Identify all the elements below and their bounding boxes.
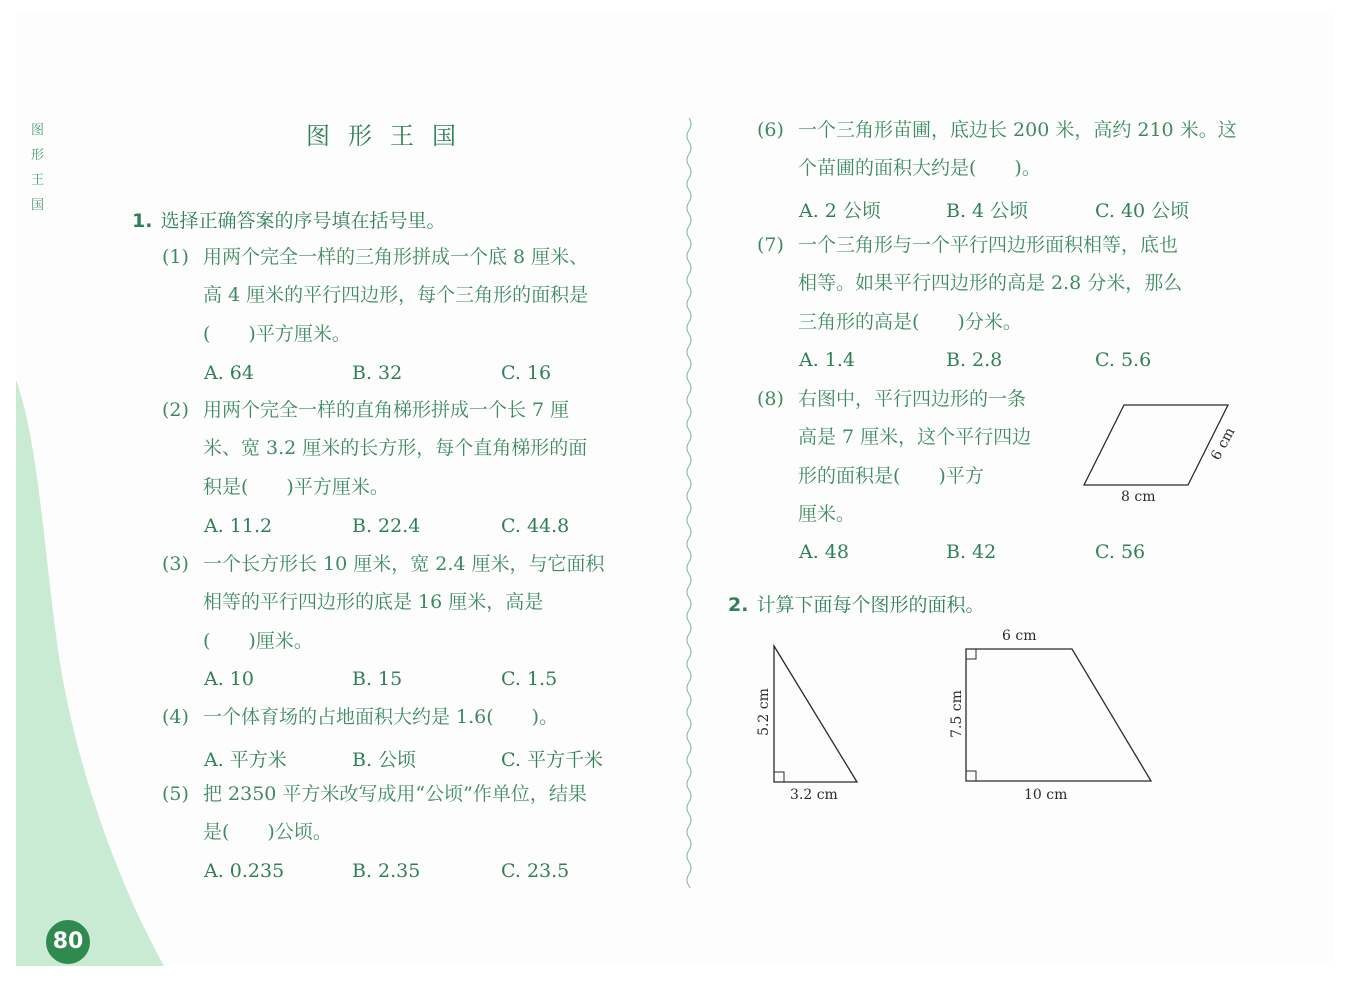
question-item — [757, 226, 1182, 341]
column-divider — [684, 118, 694, 888]
answer-option[interactable]: B. 2.8 — [946, 349, 1003, 371]
page-title: 图形王国 — [306, 122, 474, 150]
answer-option[interactable]: A. 10 — [204, 668, 254, 690]
question-item-line: 是( )公顷。 — [203, 821, 332, 844]
question-item-first-line — [162, 698, 558, 736]
answer-option[interactable]: B. 公顷 — [352, 749, 417, 771]
answer-option[interactable]: C. 5.6 — [1095, 349, 1152, 371]
answer-option[interactable]: C. 23.5 — [501, 860, 570, 882]
question-item — [162, 391, 587, 506]
question-2-number: 2. — [728, 594, 749, 616]
question-item-first-line — [162, 391, 587, 429]
question-item-text: 右图中，平行四边形的一条 — [798, 388, 1027, 410]
question-item-text: 一个三角形与一个平行四边形面积相等，底也 — [798, 234, 1179, 256]
answer-option[interactable]: C. 44.8 — [501, 515, 570, 537]
answer-option[interactable]: A. 64 — [204, 362, 254, 384]
answer-option[interactable]: A. 11.2 — [204, 515, 273, 537]
question-1-number: 1. — [132, 210, 153, 232]
question-item-number: (6) — [757, 119, 784, 141]
question-item-text: 一个长方形长 10 厘米，宽 2.4 厘米，与它面积 — [203, 553, 605, 575]
question-item-text: 把 2350 平方米改写成用“公顷”作单位，结果 — [203, 783, 587, 805]
question-item-number: (3) — [162, 553, 189, 575]
question-item-line: 积是( )平方厘米。 — [203, 475, 389, 498]
triangle-height-label: 5.2 cm — [755, 688, 772, 736]
question-item — [757, 380, 1031, 534]
question-item-first-line — [757, 111, 1237, 149]
question-item-first-line — [757, 226, 1182, 264]
question-item-line: ( )平方厘米。 — [203, 322, 351, 345]
question-item — [162, 545, 605, 660]
answer-option[interactable]: A. 2 公顷 — [799, 200, 881, 222]
question-2-text: 计算下面每个图形的面积。 — [756, 594, 985, 616]
trapezoid-top-label: 6 cm — [1002, 628, 1037, 644]
trapezoid-height-label: 7.5 cm — [948, 690, 965, 738]
question-item-line: 高 4 厘米的平行四边形，每个三角形的面积是 — [203, 284, 589, 307]
decorative-wave — [16, 380, 176, 970]
question-item — [162, 698, 558, 736]
question-item-text: 用两个完全一样的三角形拼成一个底 8 厘米、 — [203, 246, 589, 268]
question-item-line: 三角形的高是( )分米。 — [798, 310, 1022, 333]
question-2-heading — [728, 590, 984, 617]
question-item-line: 厘米。 — [798, 503, 856, 526]
question-item-number: (1) — [162, 246, 189, 268]
question-item-number: (2) — [162, 399, 189, 421]
question-item-line: 米、宽 3.2 厘米的长方形，每个直角梯形的面 — [203, 437, 588, 460]
question-item — [162, 238, 588, 353]
trapezoid-bottom-label: 10 cm — [1024, 787, 1068, 803]
question-item — [757, 111, 1237, 188]
answer-option[interactable]: C. 平方千米 — [501, 749, 603, 771]
question-1-heading — [132, 206, 445, 233]
answer-option[interactable]: A. 48 — [799, 541, 849, 563]
question-item-number: (8) — [757, 388, 784, 410]
parallelogram-side-label: 6 cm — [1208, 425, 1239, 463]
answer-option[interactable]: A. 平方米 — [204, 749, 287, 771]
question-item-number: (7) — [757, 234, 784, 256]
question-item-text: 一个三角形苗圃，底边长 200 米，高约 210 米。这 — [798, 119, 1237, 141]
answer-option[interactable]: C. 56 — [1095, 541, 1146, 563]
answer-option[interactable]: B. 15 — [352, 668, 403, 690]
question-item-line: 高是 7 厘米，这个平行四边 — [798, 426, 1032, 449]
question-item-line: 形的面积是( )平方 — [798, 464, 984, 487]
answer-option[interactable]: A. 0.235 — [204, 860, 285, 882]
answer-option[interactable]: C. 40 公顷 — [1095, 200, 1190, 222]
question-item-number: (5) — [162, 783, 189, 805]
question-item-line: 相等。如果平行四边形的高是 2.8 分米，那么 — [798, 272, 1183, 295]
question-item-text: 用两个完全一样的直角梯形拼成一个长 7 厘 — [203, 399, 570, 421]
side-title: 图形王国 — [31, 123, 45, 213]
question-item-first-line — [162, 775, 587, 813]
answer-option[interactable]: B. 42 — [946, 541, 997, 563]
answer-option[interactable]: C. 1.5 — [501, 668, 558, 690]
answer-option[interactable]: B. 22.4 — [352, 515, 421, 537]
page-number: 80 — [44, 918, 92, 966]
question-item — [162, 775, 587, 852]
question-item-line: 相等的平行四边形的底是 16 厘米，高是 — [203, 591, 544, 614]
question-item-first-line — [757, 380, 1031, 418]
question-item-first-line — [162, 545, 605, 583]
question-item-text: 一个体育场的占地面积大约是 1.6( )。 — [203, 706, 559, 728]
parallelogram-base-label: 8 cm — [1121, 489, 1156, 505]
question-item-number: (4) — [162, 706, 189, 728]
question-1-text: 选择正确答案的序号填在括号里。 — [160, 210, 446, 232]
answer-option[interactable]: B. 4 公顷 — [946, 200, 1029, 222]
question-item-line: 个苗圃的面积大约是( )。 — [798, 157, 1041, 180]
answer-option[interactable]: C. 16 — [501, 362, 552, 384]
answer-option[interactable]: A. 1.4 — [799, 349, 856, 371]
answer-option[interactable]: B. 32 — [352, 362, 403, 384]
question-item-first-line — [162, 238, 588, 276]
triangle-base-label: 3.2 cm — [790, 787, 838, 803]
answer-option[interactable]: B. 2.35 — [352, 860, 421, 882]
question-item-line: ( )厘米。 — [203, 629, 313, 652]
